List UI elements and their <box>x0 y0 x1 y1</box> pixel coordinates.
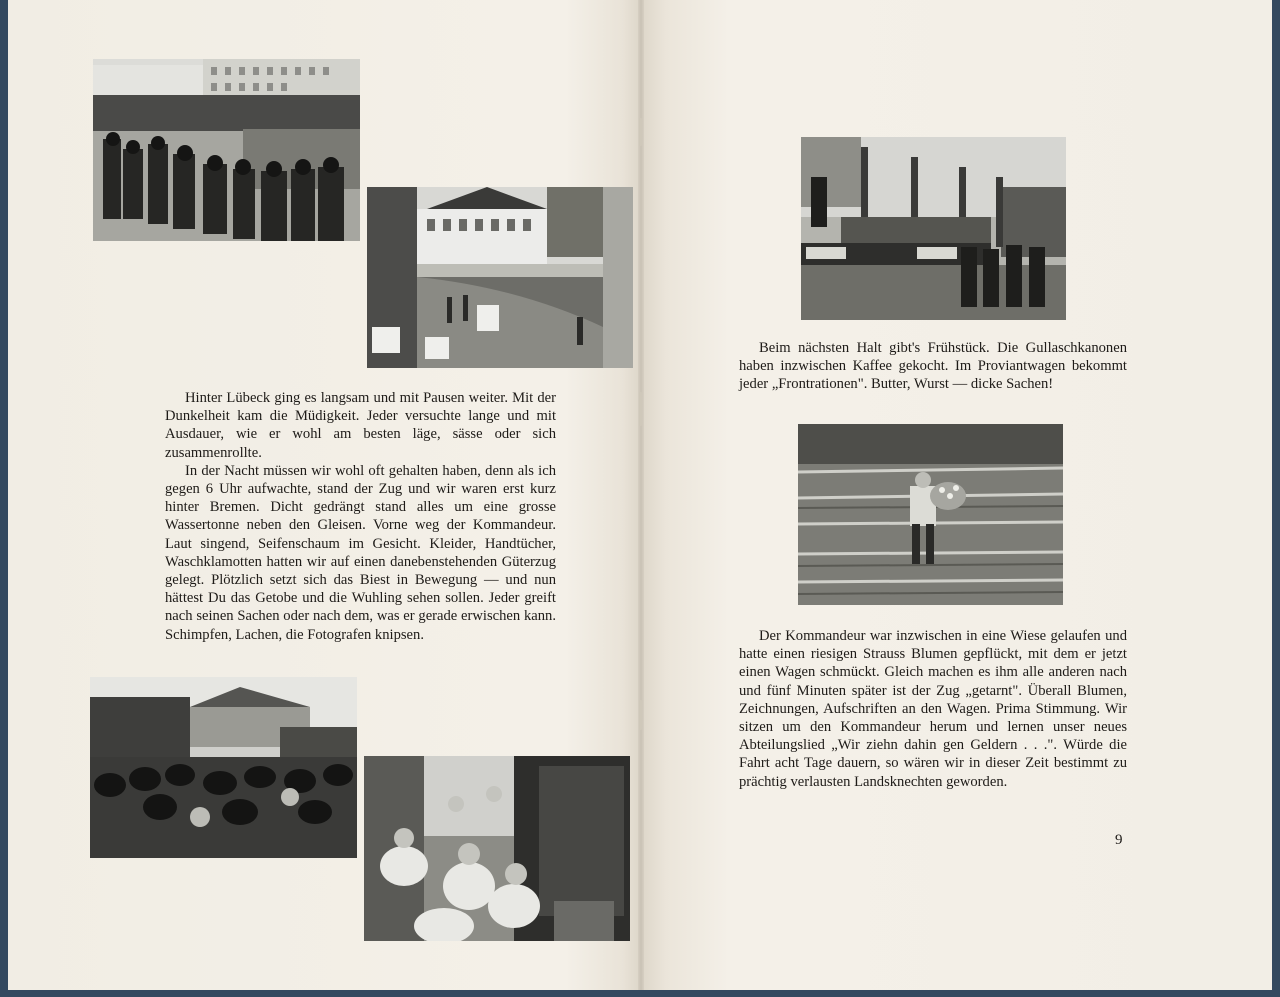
paragraph: In der Nacht müssen wir wohl oft gehalten haben, denn als ich gegen 6 Uhr aufwachte, stand der Zug und wir waren erst kurz hinter Bremen. Dicht gedrängt stand alles um eine grosse Wassertonne neben den Gleisen. Vorne weg der Kommandeur. Laut singend, Seifenschaum im Gesicht. Kleider, Handtücher, Waschklamotten hatten wir auf einen danebenstehenden Güterzug gelegt. Plötzlich setzt sich das Biest in Bewegung — und nun hättest Du das Getobe und die Wuhling sehen sollen. Jeder greift nach seinen Sachen oder nach dem, was er gerade erwischen kann. Schimpfen, Lachen, die Fotografen knipsen. <box>165 462 556 643</box>
right-page-text-top <box>739 339 1127 394</box>
flatcar-vehicles-photo <box>801 137 1066 320</box>
left-page-text <box>165 389 556 644</box>
binding-thread <box>639 118 642 146</box>
man-with-flowers-on-tracks-photo <box>798 424 1063 605</box>
soldiers-at-train-photo <box>364 756 630 941</box>
right-page-text-bottom <box>739 627 1127 791</box>
paragraph: Hinter Lübeck ging es langsam und mit Pausen weiter. Mit der Dunkelheit kam die Müdigkeit. Jeder versuchte lange und mit Ausdauer, wie er wohl am besten läge, sässe oder sich zusammenrollte. <box>165 390 556 461</box>
soldiers-with-helmets-photo <box>90 677 357 858</box>
paragraph: Der Kommandeur war inzwischen in eine Wiese gelaufen und hatte einen riesigen Strauss Blumen gepflückt, mit dem er jetzt einen Wagen schmückt. Gleich machen es ihm alle anderen nach und fünf Minuten später ist der Zug „getarnt". Überall Blumen, Zeichnungen, Aufschriften an den Wagen. Prima Stimmung. Wir sitzen um den Kommandeur herum und lernen unser neues Abteilungslied „Wir ziehn dahin gen Geldern . . .". Würde die Fahrt acht Tage dauern, so wären wir in dieser Zeit bestimmt zu prächtig verlausten Landsknechten geworden. <box>739 628 1127 790</box>
barracks-building-photo <box>367 187 633 368</box>
paragraph: Beim nächsten Halt gibt's Frühstück. Die Gullaschkanonen haben inzwischen Kaffee gekocht. Im Proviantwagen bekommt jeder „Frontrationen". Butter, Wurst — dicke Sachen! <box>739 340 1127 393</box>
binding-thread <box>639 392 642 426</box>
book-gutter <box>638 0 644 990</box>
marching-soldiers-photo <box>93 59 360 241</box>
page-number: 9 <box>1115 832 1123 848</box>
binding-thread <box>639 700 642 730</box>
